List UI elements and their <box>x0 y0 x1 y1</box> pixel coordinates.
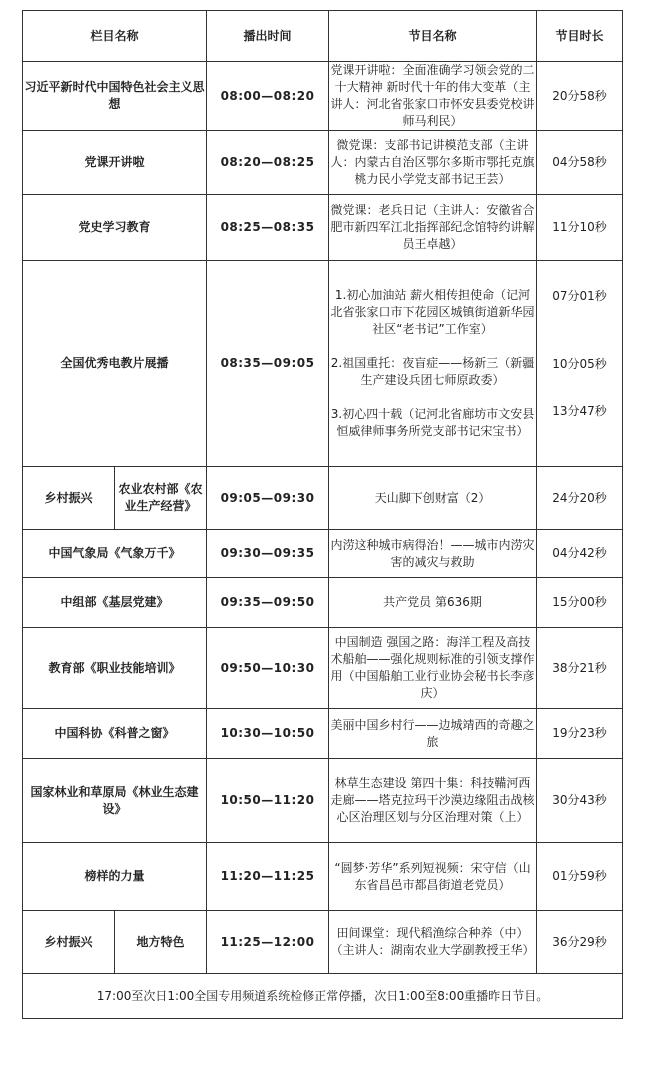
program-duration: 07分01秒 <box>552 288 607 303</box>
air-time: 11:25—12:00 <box>207 911 329 974</box>
air-time: 08:25—08:35 <box>207 195 329 261</box>
program-name: 党课开讲啦：全面准确学习领会党的二十大精神 新时代十年的伟大变革（主讲人：河北省张家口市怀安县委党校讲师马利民） <box>329 62 537 131</box>
header-column-name: 栏目名称 <box>23 11 207 62</box>
duration-list <box>537 261 623 467</box>
program-name: 微党课：老兵日记（主讲人：安徽省合肥市新四军江北指挥部纪念馆特约讲解员王卓越） <box>329 195 537 261</box>
program-duration: 15分00秒 <box>537 578 623 628</box>
air-time: 10:30—10:50 <box>207 709 329 759</box>
table-row <box>23 195 623 261</box>
air-time: 09:35—09:50 <box>207 578 329 628</box>
program-duration: 01分59秒 <box>537 843 623 911</box>
program-duration: 24分20秒 <box>537 467 623 530</box>
column-name: 中组部《基层党建》 <box>23 578 207 628</box>
program-name: 天山脚下创财富（2） <box>329 467 537 530</box>
program-item: 3.初心四十载（记河北省廊坊市文安县恒威律师事务所党支部书记宋宝书） <box>330 407 535 438</box>
header-row <box>23 11 623 62</box>
air-time: 08:35—09:05 <box>207 261 329 467</box>
program-duration: 10分05秒 <box>552 356 607 371</box>
table-row <box>23 62 623 131</box>
program-duration: 20分58秒 <box>537 62 623 131</box>
program-name: 美丽中国乡村行——边城靖西的奇趣之旅 <box>329 709 537 759</box>
table-row <box>23 467 623 530</box>
column-group: 乡村振兴 <box>23 911 115 974</box>
header-air-time: 播出时间 <box>207 11 329 62</box>
program-list <box>329 261 537 467</box>
program-duration: 36分29秒 <box>537 911 623 974</box>
footer-note: 17:00至次日1:00全国专用频道系统检修正常停播，次日1:00至8:00重播昨日节目。 <box>23 974 623 1019</box>
air-time: 10:50—11:20 <box>207 759 329 843</box>
program-duration: 13分47秒 <box>552 403 607 418</box>
program-name: 林草生态建设 第四十集：科技鞴河西走廊——塔克拉玛干沙漠边缘阻击战核心区治理区划与分区治理对策（上） <box>329 759 537 843</box>
program-name: 田间课堂：现代稻渔综合种养（中）（主讲人：湖南农业大学副教授王华） <box>329 911 537 974</box>
program-duration: 04分42秒 <box>537 530 623 578</box>
header-duration: 节目时长 <box>537 11 623 62</box>
table-row <box>23 261 623 467</box>
air-time: 08:00—08:20 <box>207 62 329 131</box>
header-program-name: 节目名称 <box>329 11 537 62</box>
air-time: 09:50—10:30 <box>207 628 329 709</box>
program-duration: 11分10秒 <box>537 195 623 261</box>
program-name: 微党课：支部书记讲模范支部（主讲人：内蒙古自治区鄂尔多斯市鄂托克旗桃力民小学党支部书记王芸） <box>329 131 537 195</box>
column-name: 中国科协《科普之窗》 <box>23 709 207 759</box>
program-name: 内涝这种城市病得治！——城市内涝灾害的减灾与救助 <box>329 530 537 578</box>
column-name: 地方特色 <box>115 911 207 974</box>
column-name: 党史学习教育 <box>23 195 207 261</box>
column-name: 教育部《职业技能培训》 <box>23 628 207 709</box>
footer-row <box>23 974 623 1019</box>
table-row <box>23 131 623 195</box>
column-name: 全国优秀电教片展播 <box>23 261 207 467</box>
table-row <box>23 578 623 628</box>
column-name: 国家林业和草原局《林业生态建设》 <box>23 759 207 843</box>
air-time: 08:20—08:25 <box>207 131 329 195</box>
air-time: 09:30—09:35 <box>207 530 329 578</box>
table-row <box>23 530 623 578</box>
program-duration: 38分21秒 <box>537 628 623 709</box>
program-name: “圆梦·芳华”系列短视频：宋守信（山东省昌邑市都昌街道老党员） <box>329 843 537 911</box>
column-group: 乡村振兴 <box>23 467 115 530</box>
table-row <box>23 759 623 843</box>
column-name: 中国气象局《气象万千》 <box>23 530 207 578</box>
column-name: 习近平新时代中国特色社会主义思想 <box>23 62 207 131</box>
table-row <box>23 709 623 759</box>
air-time: 11:20—11:25 <box>207 843 329 911</box>
table-row <box>23 911 623 974</box>
column-name: 党课开讲啦 <box>23 131 207 195</box>
program-item: 2.祖国重托：夜盲症——杨新三（新疆生产建设兵团七师原政委） <box>330 356 535 387</box>
program-name: 共产党员 第636期 <box>329 578 537 628</box>
program-duration: 30分43秒 <box>537 759 623 843</box>
program-name: 中国制造 强国之路：海洋工程及高技术船舶——强化规则标准的引领支撑作用（中国船舶工业行业协会秘书长李彦庆） <box>329 628 537 709</box>
program-duration: 04分58秒 <box>537 131 623 195</box>
program-item: 1.初心加油站 薪火相传担使命（记河北省张家口市下花园区城镇街道新华园社区“老书记”工作室） <box>330 288 535 336</box>
table-row <box>23 843 623 911</box>
column-name: 榜样的力量 <box>23 843 207 911</box>
program-duration: 19分23秒 <box>537 709 623 759</box>
schedule-table <box>22 10 623 1019</box>
air-time: 09:05—09:30 <box>207 467 329 530</box>
table-row <box>23 628 623 709</box>
column-name: 农业农村部《农业生产经营》 <box>115 467 207 530</box>
